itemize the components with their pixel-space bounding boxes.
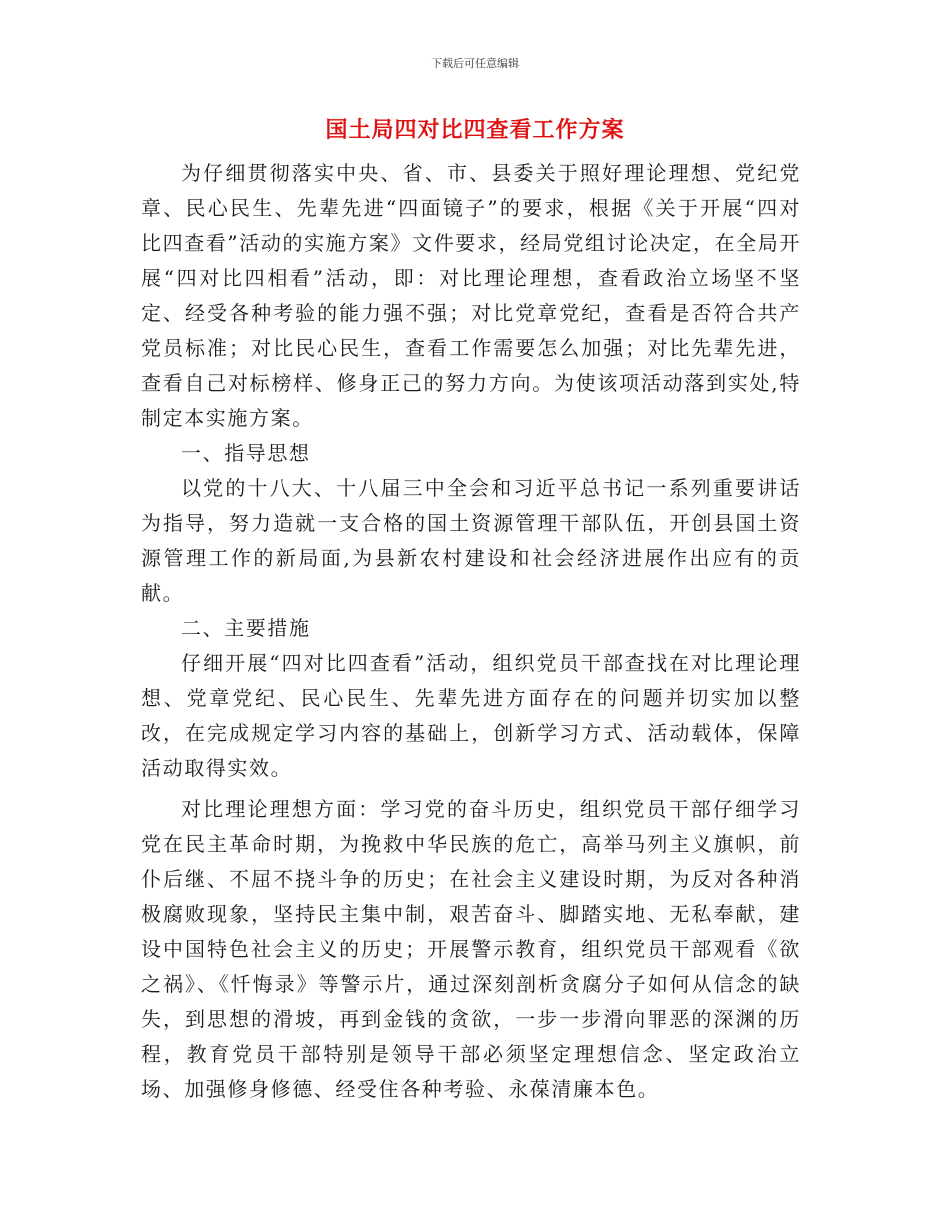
document-title: 国土局四对比四查看工作方案 [325,118,625,143]
measures-paragraph: 仔细开展“四对比四查看”活动，组织党员干部查找在对比理论理想、党章党纪、民心民生、先辈先进方面存在的问题并切实加以整改，在完成规定学习内容的基础上，创新学习方式、活动载体，保障活动取得实效。 [141,651,801,780]
header-note: 下载后可任意编辑 [431,57,519,70]
theory-paragraph: 对比理论理想方面：学习党的奋斗历史，组织党员干部仔细学习党在民主革命时期，为挽救中华民族的危亡，高举马列主义旗帜，前仆后继、不屈不挠斗争的历史；在社会主义建设时期，为反对各种消极腐败现象，坚持民主集中制，艰苦奋斗、脚踏实地、无私奉献，建设中国特色社会主义的历史；开展警示教育，组织党员干部观看《欲之祸》、《忏悔录》等警示片，通过深刻剖析贪腐分子如何从信念的缺失，到思想的滑坡，再到金钱的贪欲，一步一步滑向罪恶的深渊的历程，教育党员干部特别是领导干部必须坚定理想信念、坚定政治立场、加强修身修德、经受住各种考验、永葆清廉本色。 [141,797,801,1101]
guiding-paragraph: 以党的十八大、十八届三中全会和习近平总书记一系列重要讲话为指导，努力造就一支合格的国土资源管理干部队伍，开创县国土资源管理工作的新局面,为县新农村建设和社会经济进展作出应有的贡献。 [141,476,801,605]
document-body [141,156,801,1107]
section-heading-guiding: 一、指导思想 [181,441,311,465]
section-heading-measures: 二、主要措施 [181,616,311,640]
intro-paragraph: 为仔细贯彻落实中央、省、市、县委关于照好理论理想、党纪党章、民心民生、先辈先进“四面镜子”的要求，根据《关于开展“四对比四查看”活动的实施方案》文件要求，经局党组讨论决定，在全局开展“四对比四相看”活动，即：对比理论理想，查看政治立场坚不坚定、经受各种考验的能力强不强；对比党章党纪，查看是否符合共产党员标准；对比民心民生，查看工作需要怎么加强；对比先辈先进，查看自己对标榜样、修身正己的努力方向。为使该项活动落到实处,特制定本实施方案。 [141,161,801,430]
